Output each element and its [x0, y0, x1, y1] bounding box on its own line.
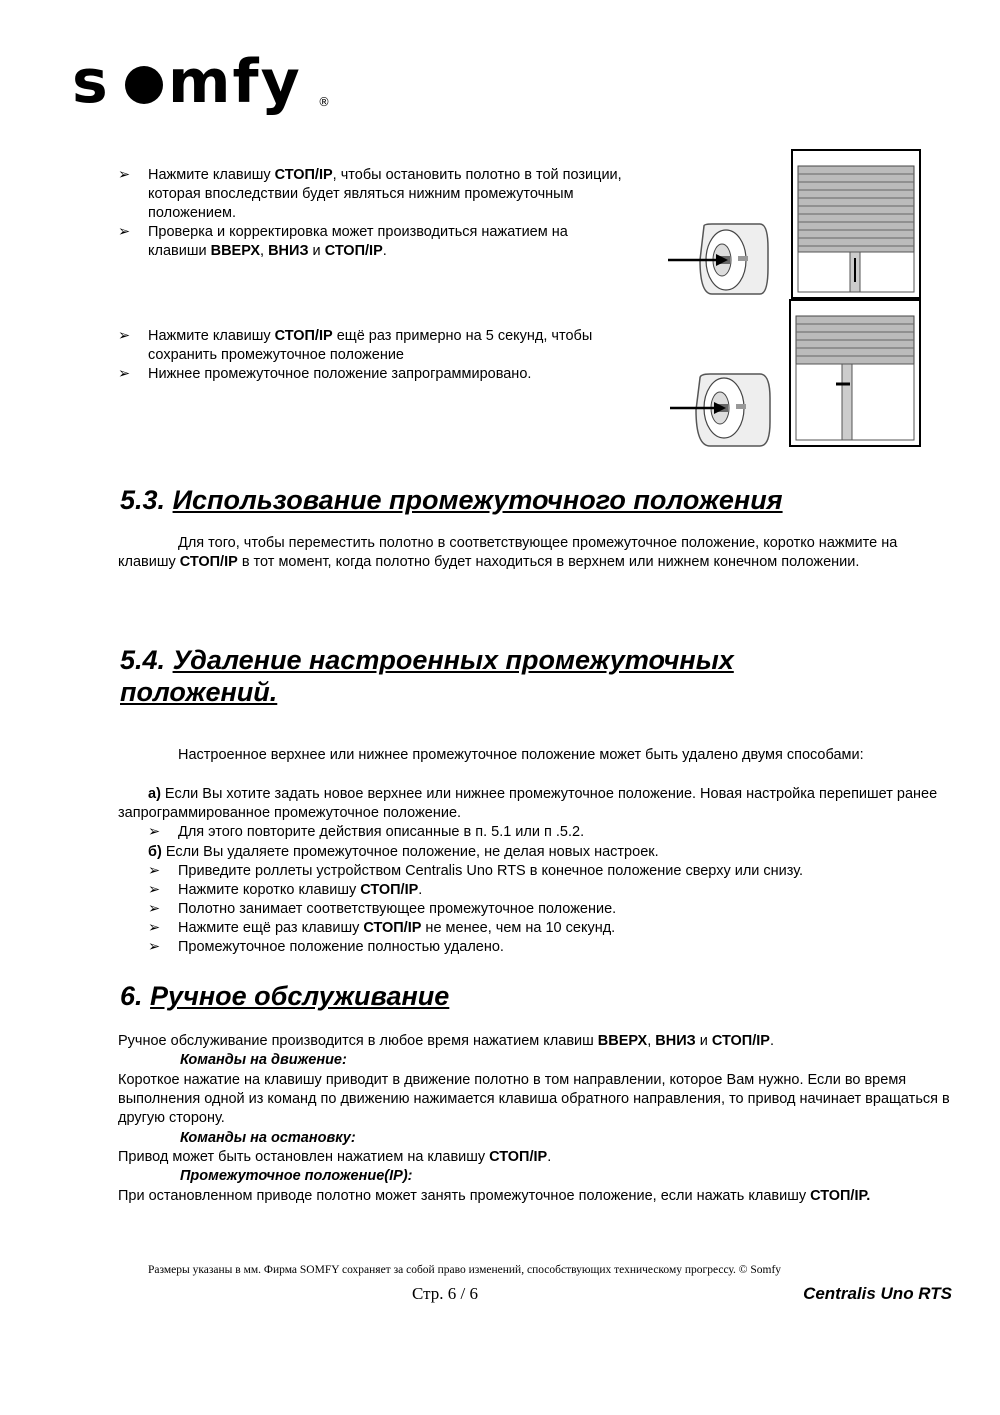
top-bullets-2 — [118, 327, 628, 384]
bullet-arrow-icon: ➢ — [118, 366, 131, 382]
illustration-save-position — [664, 298, 924, 450]
list-item: ➢ Промежуточное положение полностью удалено. — [148, 939, 504, 955]
option-a-bullets — [148, 823, 938, 842]
section-6-heading: 6. Ручное обслуживание — [120, 981, 450, 1011]
key-label: ВВЕРХ — [210, 243, 261, 259]
key-label: СТОП/IP — [711, 1033, 770, 1049]
section-5-3-heading: 5.3. Использование промежуточного положения — [120, 485, 783, 515]
bullet-arrow-icon: ➢ — [118, 328, 131, 344]
list-item: ➢ Нажмите ещё раз клавишу СТОП/IP не менее, чем на 10 секунд. — [148, 920, 616, 936]
key-label: ВВЕРХ — [597, 1033, 648, 1049]
section-5-3-paragraph: Для того, чтобы переместить полотно в соответствующее промежуточное положение, коротко нажмите на клавишу СТОП/IP в тот момент, когда полотно будет находиться в верхнем или нижнем конечном положении. — [118, 535, 898, 570]
intermediate-text: При остановленном приводе полотно может занять промежуточное положение, если нажать клавишу СТОП/IP. — [118, 1188, 871, 1204]
bullet-arrow-icon: ➢ — [148, 901, 161, 917]
key-label: ВНИЗ — [655, 1033, 696, 1049]
svg-text:mfy: mfy — [168, 47, 302, 117]
list-item — [118, 166, 628, 223]
list-item — [118, 365, 628, 384]
window-shutter-icon — [792, 150, 920, 298]
list-item: ➢ Для этого повторите действия описанные в п. 5.1 или п .5.2. — [148, 824, 585, 840]
svg-text:s: s — [72, 47, 110, 117]
somfy-logo — [72, 40, 342, 120]
list-item — [118, 223, 628, 261]
list-item: ➢ Полотно занимает соответствующее промежуточное положение. — [148, 901, 617, 917]
section-6-intro: Ручное обслуживание производится в любое время нажатием клавиш ВВЕРХ, ВНИЗ и СТОП/IP. — [118, 1033, 774, 1049]
bullet-arrow-icon: ➢ — [148, 939, 161, 955]
subheading-intermediate: Промежуточное положение(IP): — [180, 1168, 413, 1184]
key-label: ВНИЗ — [268, 243, 309, 259]
model-name: Centralis Uno RTS — [803, 1284, 952, 1303]
option-b-paragraph: б) Если Вы удаляете промежуточное положение, не делая новых настроек. — [148, 844, 659, 860]
movement-text: Короткое нажатие на клавишу приводит в движение полотно в том направлении, которое Вам нужно. Если во время выполнения одной из команд по движению нажимается клавиша обратного направления, то привод начинает вращаться в другую сторону. — [118, 1072, 950, 1126]
key-label: СТОП/IP — [363, 920, 422, 936]
section-5-4-heading: 5.4. Удаление настроенных промежуточных положений. — [120, 645, 734, 707]
registered-mark: ® — [318, 95, 330, 109]
stop-text: Привод может быть остановлен нажатием на клавишу СТОП/IP. — [118, 1149, 552, 1165]
footer-note: Размеры указаны в мм. Фирма SOMFY сохраняет за собой право изменений, способствующих техническому прогрессу. © Somfy — [148, 1264, 782, 1276]
list-item: ➢ Нажмите коротко клавишу СТОП/IP. — [148, 882, 423, 898]
page-number: Стр. 6 / 6 — [412, 1284, 478, 1303]
bullet-arrow-icon: ➢ — [118, 224, 131, 240]
arrow-right-icon — [668, 254, 728, 266]
list-item: ➢ Приведите роллеты устройством Centralis Uno RTS в конечное положение сверху или снизу. — [148, 863, 804, 879]
key-label: СТОП/IP — [489, 1149, 548, 1165]
bullet-arrow-icon: ➢ — [148, 882, 161, 898]
option-a-paragraph: а) Если Вы хотите задать новое верхнее или нижнее промежуточное положение. Новая настройка перепишет ранее запрограммированное промежуточное положение. — [118, 786, 938, 821]
top-bullets-1 — [118, 166, 628, 261]
bullet-text: Нажмите клавишу СТОП/IP, чтобы остановить полотно в той позиции, которая впоследствии будет являться нижним промежуточным положением. — [148, 167, 622, 221]
key-label: СТОП/IP. — [810, 1188, 871, 1204]
bullet-text: Нижнее промежуточное положение запрограммировано. — [148, 366, 532, 382]
key-label: СТОП/IP — [324, 243, 383, 259]
section-5-4-intro: Настроенное верхнее или нижнее промежуточное положение может быть удалено двумя способами: — [178, 747, 864, 763]
bullet-text: Проверка и корректировка может производиться нажатием на клавиши ВВЕРХ, ВНИЗ и СТОП/IP. — [148, 224, 568, 259]
bullet-arrow-icon: ➢ — [148, 920, 161, 936]
subheading-stop: Команды на остановку: — [180, 1130, 356, 1146]
bullet-arrow-icon: ➢ — [148, 863, 161, 879]
window-shutter-icon — [790, 300, 920, 446]
bullet-arrow-icon: ➢ — [118, 167, 131, 183]
bullet-arrow-icon: ➢ — [148, 824, 161, 840]
list-item — [118, 327, 628, 365]
subheading-movement: Команды на движение: — [180, 1052, 347, 1068]
key-label: СТОП/IP — [274, 167, 333, 183]
illustration-intermediate-low — [664, 148, 924, 300]
key-label: СТОП/IP — [360, 882, 419, 898]
remote-control-icon — [696, 374, 770, 446]
key-label: СТОП/IP — [274, 328, 333, 344]
bullet-text: Нажмите клавишу СТОП/IP ещё раз примерно на 5 секунд, чтобы сохранить промежуточное положение — [148, 328, 593, 363]
key-label: СТОП/IP — [179, 554, 238, 570]
option-b-bullets — [148, 862, 938, 957]
